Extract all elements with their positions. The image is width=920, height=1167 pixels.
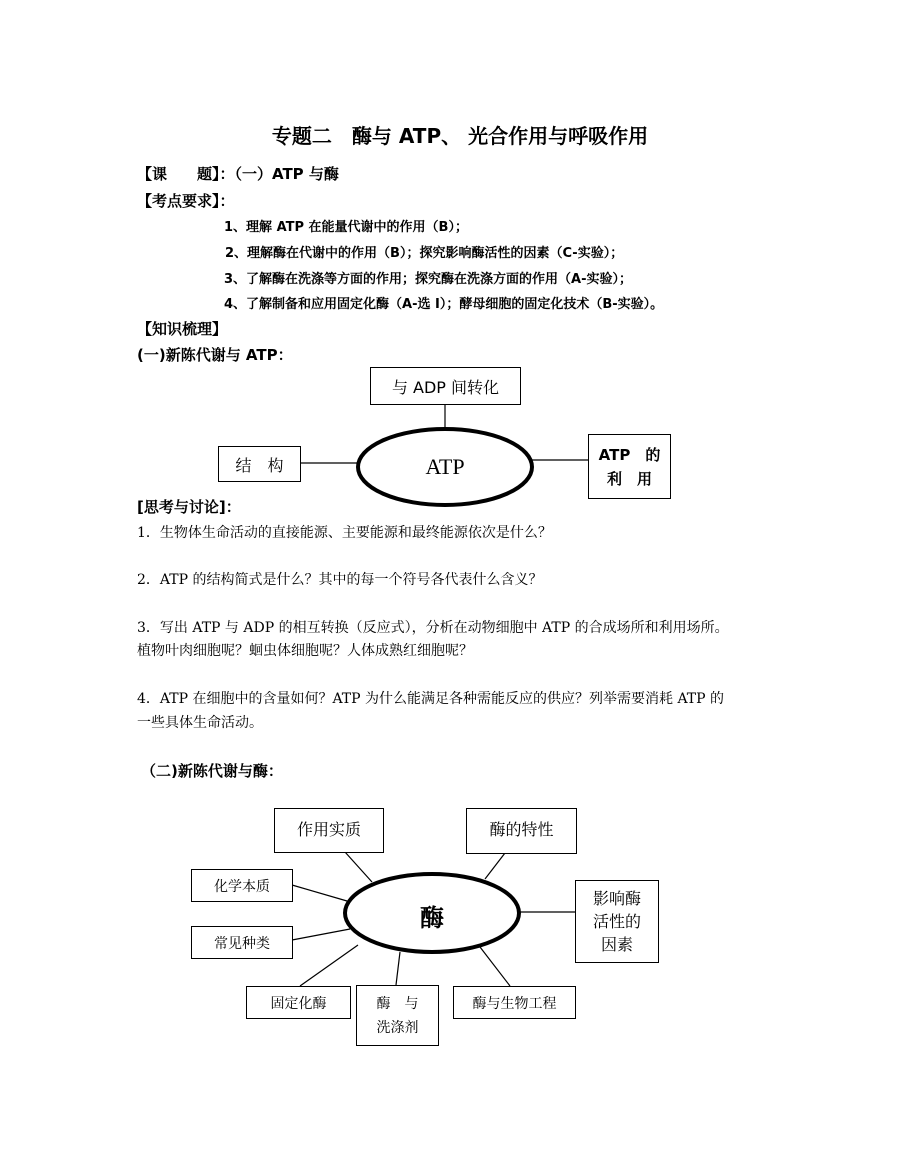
connector-line [292, 885, 347, 901]
node-factors-line: 影响酶 [592, 889, 641, 908]
node-detergent [356, 985, 439, 1046]
node-properties: 酶的特性 [466, 808, 577, 854]
section1-heading: (一)新陈代谢与 ATP： [137, 346, 293, 364]
requirement-item: 2、理解酶在代谢中的作用（B）；探究影响酶活性的因素（C-实验）； [225, 246, 624, 261]
question-4-cont: 一些具体生命活动。 [137, 715, 263, 731]
requirement-item: 1、理解 ATP 在能量代谢中的作用（B）； [224, 220, 468, 235]
node-factors-line: 活性的 [592, 912, 641, 931]
question-2: 2．ATP 的结构简式是什么？其中的每一个符号各代表什么含义？ [137, 572, 543, 588]
question-4: 4．ATP 在细胞中的含量如何？ATP 为什么能满足各种需能反应的供应？列举需要消耗 ATP 的 [137, 691, 725, 707]
atp-adp-conversion-box: 与 ADP 间转化 [370, 367, 521, 405]
connector-line [480, 947, 510, 986]
node-bioengineering: 酶与生物工程 [453, 986, 576, 1019]
node-essence: 作用实质 [274, 808, 384, 853]
node-types: 常见种类 [191, 926, 293, 959]
page-title: 专题二 酶与 ATP、 光合作用与呼吸作用 [271, 124, 649, 148]
question-3: 3．写出 ATP 与 ADP 的相互转换（反应式），分析在动物细胞中 ATP 的合成场所和利用场所。 [137, 620, 729, 636]
discussion-heading: [思考与讨论]： [137, 498, 241, 516]
knowledge-heading: 【知识梳理】 [137, 320, 228, 338]
connector-line [485, 853, 505, 879]
node-immobilized: 固定化酶 [246, 986, 351, 1019]
connector-line [396, 952, 400, 985]
question-3-cont: 植物叶肉细胞呢？蛔虫体细胞呢？人体成熟红细胞呢？ [137, 643, 473, 659]
connector-line [345, 852, 372, 882]
structure-box: 结 构 [218, 446, 301, 482]
atp-usage-box [588, 434, 671, 499]
node-detergent-line: 洗涤剂 [376, 1019, 419, 1036]
enzyme-center-label: 酶 [420, 904, 444, 932]
atp-usage-line1: ATP 的 [598, 445, 661, 464]
atp-usage-line2: 利 用 [606, 469, 652, 488]
topic-line: 【课 题】：（一）ATP 与酶 [137, 165, 339, 183]
requirements-heading: 【考点要求】： [137, 192, 235, 210]
connector-line [292, 929, 350, 940]
node-factors [575, 880, 659, 963]
atp-center-label: ATP [425, 454, 465, 479]
section2-heading: （二)新陈代谢与酶： [141, 762, 283, 780]
node-factors-line: 因素 [600, 935, 633, 954]
connector-line [300, 945, 358, 986]
node-chemical: 化学本质 [191, 869, 293, 902]
requirement-item: 4、了解制备和应用固定化酶（A-选 I）；酵母细胞的固定化技术（B-实验）。 [224, 297, 664, 312]
question-1: 1．生物体生命活动的直接能源、主要能源和最终能源依次是什么？ [137, 525, 552, 541]
requirement-item: 3、了解酶在洗涤等方面的作用；探究酶在洗涤方面的作用（A-实验）； [224, 272, 633, 287]
node-detergent-line: 酶 与 [376, 995, 419, 1012]
